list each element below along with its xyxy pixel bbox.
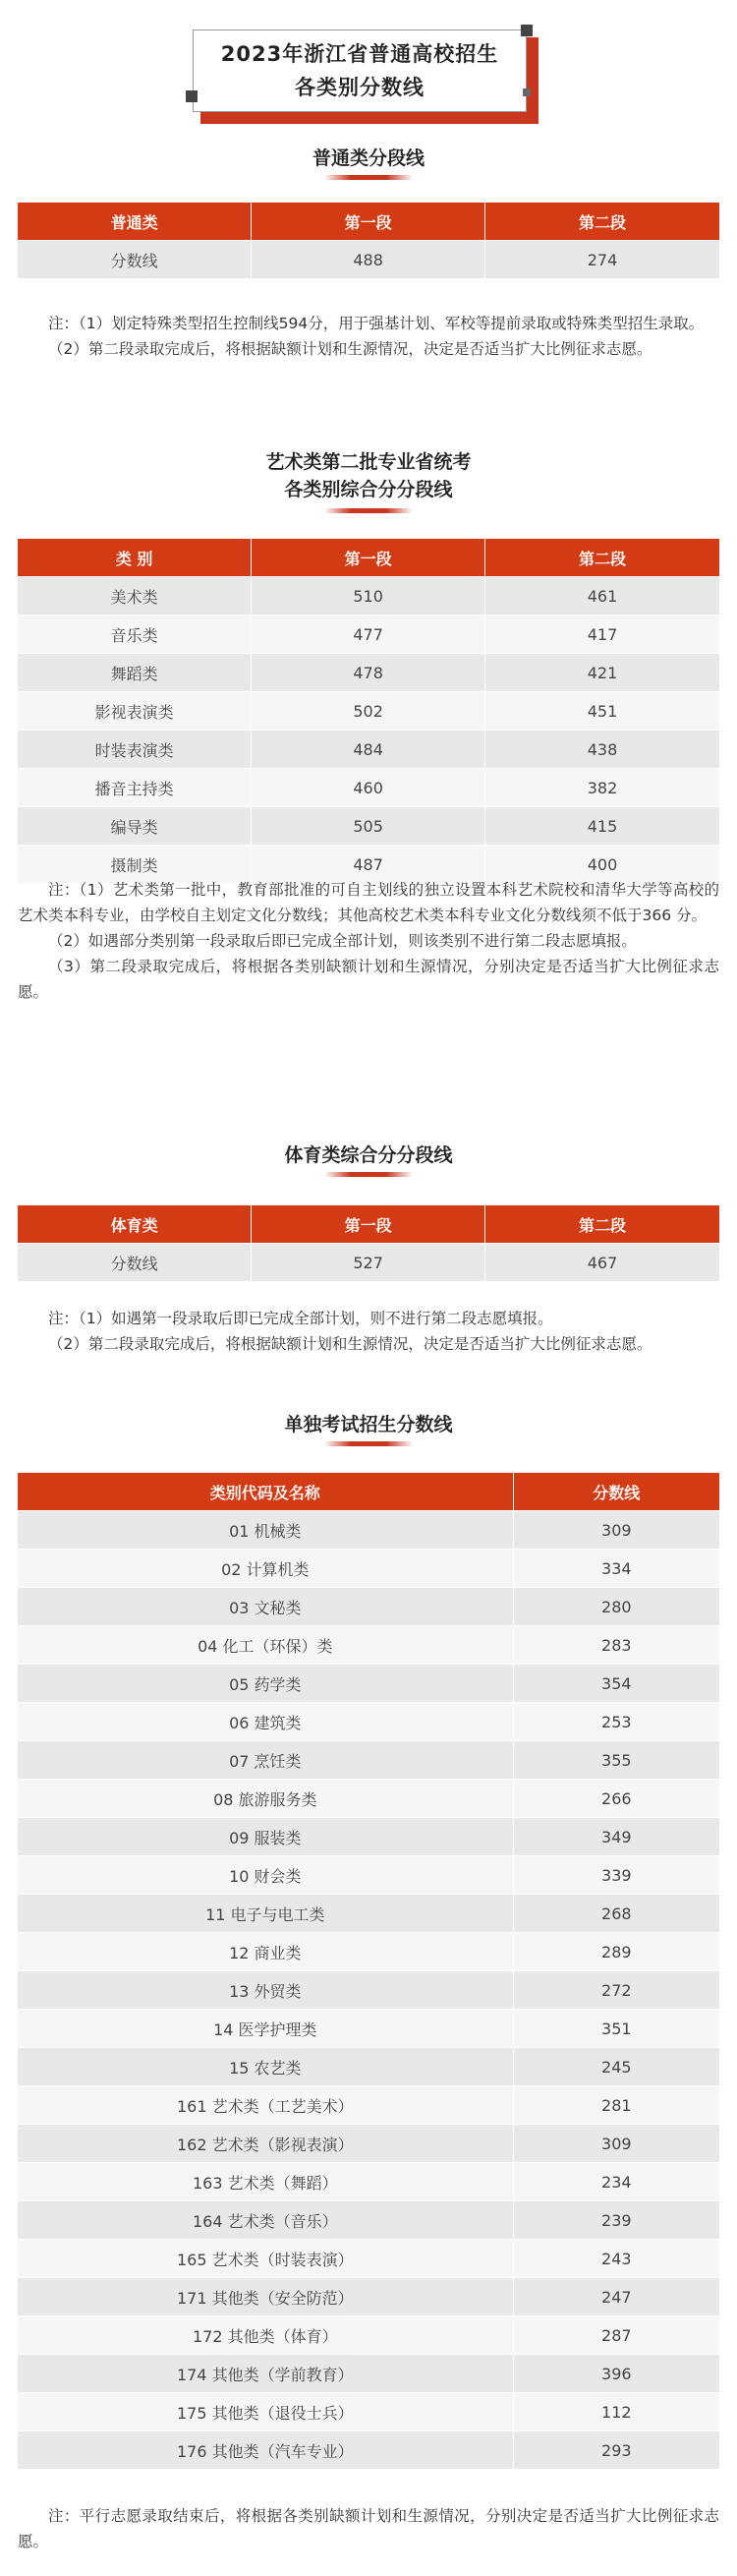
table-row [18, 1511, 719, 1550]
table-cell: 339 [513, 1856, 719, 1895]
table-cell: 245 [513, 2048, 719, 2086]
table-row [18, 1550, 719, 1588]
table-cell: 421 [485, 654, 720, 692]
table-cell: 176 其他类（汽车专业） [18, 2431, 513, 2470]
table-row [18, 654, 719, 692]
column-header: 类别代码及名称 [18, 1473, 513, 1511]
table-row [18, 2240, 719, 2278]
table-row [18, 1588, 719, 1626]
note-paragraph: 注：（1）艺术类第一批中，教育部批准的可自主划线的独立设置本科艺术院校和清华大学等高校的艺术类本科专业，由学校自主划定文化分数线；其他高校艺术类本科专业文化分数线须不低于366 分。 [18, 881, 719, 924]
table-cell: 171 其他类（安全防范） [18, 2278, 513, 2316]
title-box [193, 29, 527, 112]
table-row [18, 1818, 719, 1856]
note-paragraph: （3）第二段录取完成后，将根据各类别缺额计划和生源情况，分别决定是否适当扩大比例征求志愿。 [18, 958, 719, 1001]
table-row [18, 1665, 719, 1703]
column-header: 第二段 [485, 203, 720, 241]
table-cell: 112 [513, 2393, 719, 2431]
table-cell: 163 艺术类（舞蹈） [18, 2163, 513, 2201]
note-paragraph: （2）第二段录取完成后，将根据缺额计划和生源情况，决定是否适当扩大比例征求志愿。 [48, 340, 652, 358]
table-cell: 美术类 [18, 577, 252, 615]
table-cell: 161 艺术类（工艺美术） [18, 2086, 513, 2125]
table-row [18, 692, 719, 731]
table-cell: 460 [252, 769, 485, 807]
column-header: 第一段 [252, 1205, 485, 1244]
single-score-table [18, 1473, 719, 2469]
table-row [18, 1856, 719, 1895]
table-cell: 175 其他类（退役士兵） [18, 2393, 513, 2431]
corner-square-decoration [186, 90, 198, 102]
table-row [18, 2355, 719, 2393]
table-cell: 309 [513, 1511, 719, 1550]
table-row [18, 769, 719, 807]
table-cell: 272 [513, 1971, 719, 2010]
table-cell: 165 艺术类（时装表演） [18, 2240, 513, 2278]
note-paragraph: 注：（1）如遇第一段录取后即已完成全部计划，则不进行第二段志愿填报。 [48, 1310, 553, 1327]
column-header: 分数线 [513, 1473, 719, 1511]
table-cell: 289 [513, 1933, 719, 1971]
table-cell: 08 旅游服务类 [18, 1780, 513, 1818]
table-cell: 527 [252, 1244, 485, 1282]
corner-square-decoration [523, 88, 531, 96]
table-cell: 172 其他类（体育） [18, 2316, 513, 2355]
table-row [18, 1703, 719, 1741]
table-cell: 07 烹饪类 [18, 1741, 513, 1780]
table-header-row [18, 203, 719, 241]
table-cell: 04 化工（环保）类 [18, 1626, 513, 1665]
column-header: 体育类 [18, 1205, 252, 1244]
table-cell: 234 [513, 2163, 719, 2201]
table-cell: 488 [252, 241, 485, 279]
heading-underline-decoration [324, 508, 413, 513]
table-row [18, 2086, 719, 2125]
column-header: 第一段 [252, 539, 485, 577]
table-cell: 02 计算机类 [18, 1550, 513, 1588]
table-row [18, 2316, 719, 2355]
table-cell: 351 [513, 2010, 719, 2048]
table-row [18, 577, 719, 615]
table-cell: 283 [513, 1626, 719, 1665]
table-cell: 162 艺术类（影视表演） [18, 2125, 513, 2163]
table-cell: 247 [513, 2278, 719, 2316]
heading-underline-decoration [324, 175, 413, 180]
table-cell: 355 [513, 1741, 719, 1780]
art-section-heading-line2: 各类别综合分分段线 [284, 479, 453, 500]
table-cell: 13 外贸类 [18, 1971, 513, 2010]
general-score-table [18, 203, 719, 278]
table-cell: 334 [513, 1550, 719, 1588]
table-cell: 400 [485, 846, 720, 884]
table-cell: 舞蹈类 [18, 654, 252, 692]
table-cell: 01 机械类 [18, 1511, 513, 1550]
table-cell: 354 [513, 1665, 719, 1703]
table-row [18, 2278, 719, 2316]
table-header-row [18, 539, 719, 577]
table-cell: 09 服装类 [18, 1818, 513, 1856]
table-cell: 播音主持类 [18, 769, 252, 807]
art-notes [18, 877, 719, 1005]
table-cell: 12 商业类 [18, 1933, 513, 1971]
sports-section-heading: 体育类综合分分段线 [284, 1144, 453, 1166]
table-row [18, 2048, 719, 2086]
table-row [18, 2163, 719, 2201]
table-cell: 268 [513, 1895, 719, 1933]
table-cell: 音乐类 [18, 615, 252, 654]
table-cell: 467 [485, 1244, 720, 1282]
table-cell: 415 [485, 807, 720, 846]
note-paragraph: 注：（1）划定特殊类型招生控制线594分，用于强基计划、军校等提前录取或特殊类型招生录取。 [48, 315, 705, 332]
table-cell: 164 艺术类（音乐） [18, 2201, 513, 2240]
table-cell: 06 建筑类 [18, 1703, 513, 1741]
table-cell: 502 [252, 692, 485, 731]
table-row [18, 1780, 719, 1818]
table-cell: 03 文秘类 [18, 1588, 513, 1626]
note-paragraph: （2）如遇部分类别第一段录取后即已完成全部计划，则该类别不进行第二段志愿填报。 [48, 932, 637, 950]
table-row [18, 1971, 719, 2010]
art-section-heading-line1: 艺术类第二批专业省统考 [265, 451, 472, 473]
table-header-row [18, 1473, 719, 1511]
single-section-heading: 单独考试招生分数线 [284, 1414, 453, 1435]
table-row [18, 2010, 719, 2048]
table-row [18, 2431, 719, 2470]
heading-underline-decoration [324, 1441, 413, 1446]
table-cell: 时装表演类 [18, 731, 252, 769]
table-cell: 174 其他类（学前教育） [18, 2355, 513, 2393]
table-row [18, 615, 719, 654]
table-cell: 11 电子与电工类 [18, 1895, 513, 1933]
table-row [18, 241, 719, 279]
table-cell: 438 [485, 731, 720, 769]
table-cell: 15 农艺类 [18, 2048, 513, 2086]
table-cell: 10 财会类 [18, 1856, 513, 1895]
single-notes [18, 2503, 719, 2554]
sports-notes [18, 1306, 719, 1357]
heading-underline-decoration [324, 1172, 413, 1177]
table-cell: 243 [513, 2240, 719, 2278]
general-notes [18, 311, 719, 362]
table-cell: 分数线 [18, 241, 252, 279]
table-cell: 461 [485, 577, 720, 615]
table-cell: 分数线 [18, 1244, 252, 1282]
table-cell: 编导类 [18, 807, 252, 846]
table-cell: 281 [513, 2086, 719, 2125]
title-banner [193, 29, 539, 124]
corner-square-decoration [521, 25, 533, 36]
table-cell: 417 [485, 615, 720, 654]
table-row [18, 1741, 719, 1780]
table-row [18, 2201, 719, 2240]
page-title-line1: 2023年浙江省普通高校招生 [220, 42, 499, 66]
table-cell: 309 [513, 2125, 719, 2163]
note-paragraph: 注：平行志愿录取结束后，将根据各类别缺额计划和生源情况，分别决定是否适当扩大比例征求志愿。 [18, 2507, 719, 2550]
table-cell: 05 药学类 [18, 1665, 513, 1703]
column-header: 第二段 [485, 539, 720, 577]
table-cell: 477 [252, 615, 485, 654]
table-row [18, 1895, 719, 1933]
general-section-heading: 普通类分段线 [312, 147, 425, 169]
table-row [18, 1933, 719, 1971]
table-row [18, 2393, 719, 2431]
column-header: 第一段 [252, 203, 485, 241]
table-cell: 505 [252, 807, 485, 846]
table-cell: 266 [513, 1780, 719, 1818]
note-paragraph: （2）第二段录取完成后，将根据缺额计划和生源情况，决定是否适当扩大比例征求志愿。 [48, 1335, 652, 1353]
table-cell: 487 [252, 846, 485, 884]
table-row [18, 1626, 719, 1665]
table-cell: 274 [485, 241, 720, 279]
table-cell: 摄制类 [18, 846, 252, 884]
table-cell: 478 [252, 654, 485, 692]
table-cell: 253 [513, 1703, 719, 1741]
table-header-row [18, 1205, 719, 1244]
sports-score-table [18, 1205, 719, 1281]
column-header: 第二段 [485, 1205, 720, 1244]
table-cell: 484 [252, 731, 485, 769]
table-cell: 239 [513, 2201, 719, 2240]
table-row [18, 807, 719, 846]
table-cell: 287 [513, 2316, 719, 2355]
table-cell: 396 [513, 2355, 719, 2393]
page-title-line2: 各类别分数线 [295, 76, 425, 99]
column-header: 类 别 [18, 539, 252, 577]
table-cell: 451 [485, 692, 720, 731]
table-cell: 349 [513, 1818, 719, 1856]
table-row [18, 1244, 719, 1282]
table-cell: 293 [513, 2431, 719, 2470]
table-cell: 510 [252, 577, 485, 615]
table-cell: 14 医学护理类 [18, 2010, 513, 2048]
table-row [18, 731, 719, 769]
column-header: 普通类 [18, 203, 252, 241]
table-cell: 382 [485, 769, 720, 807]
table-cell: 280 [513, 1588, 719, 1626]
table-cell: 影视表演类 [18, 692, 252, 731]
table-row [18, 2125, 719, 2163]
art-score-table [18, 539, 719, 883]
